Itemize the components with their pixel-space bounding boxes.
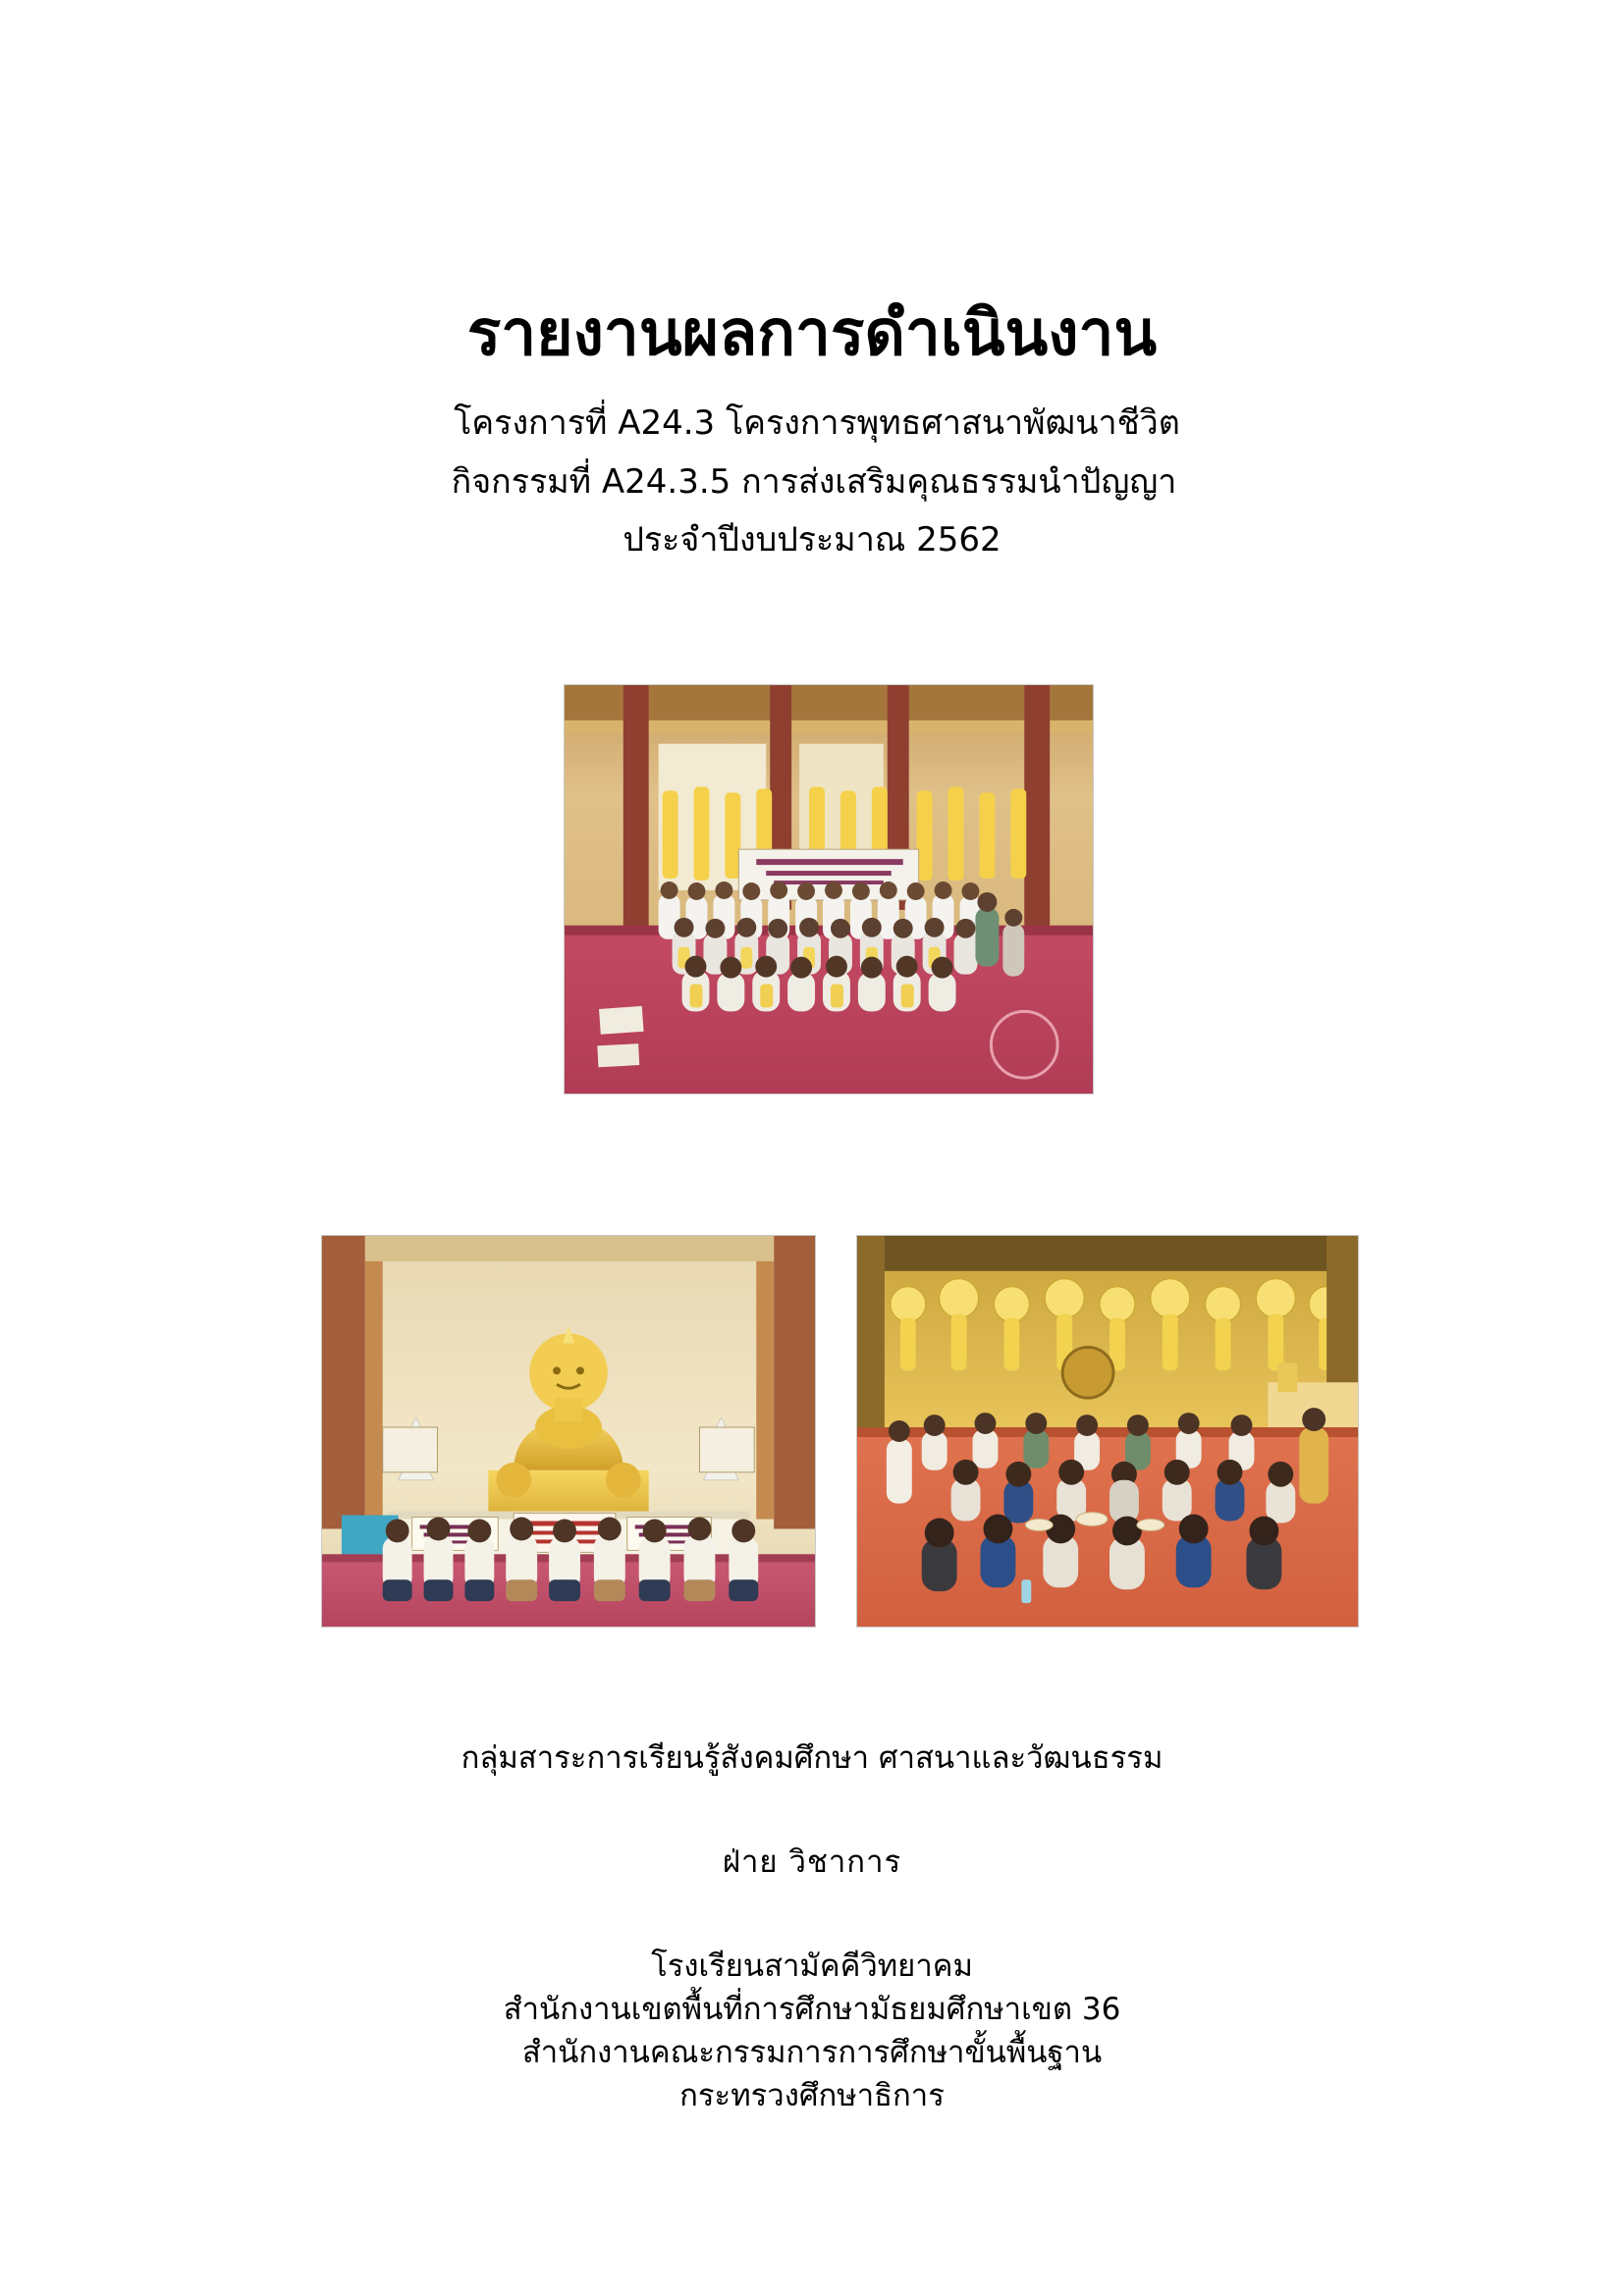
department-line: กลุ่มสาระการเรียนรู้สังคมศึกษา ศาสนาและวัฒนธรรม (460, 1740, 1164, 1776)
ceremony-photo-buddha-statue (321, 1235, 816, 1628)
ministry: กระทรวงศึกษาธิการ (679, 2078, 945, 2114)
page-title: รายงานผลการดำเนินงาน (466, 297, 1158, 370)
school-name: โรงเรียนสามัคคีวิทยาคม (651, 1949, 973, 1984)
activity-photo-graphic (857, 1236, 1358, 1627)
activity-photo-group-seated-circle (856, 1235, 1359, 1628)
activity-line: กิจกรรมที่ A24.3.5 การส่งเสริมคุณธรรมนำปัญญา (451, 461, 1177, 502)
service-area-office: สำนักงานเขตพื้นที่การศึกษามัธยมศึกษาเขต 36 (503, 1992, 1121, 2028)
project-line: โครงการที่ A24.3 โครงการพุทธศาสนาพัฒนาชีวิต (454, 403, 1180, 443)
ceremony-photo-graphic (322, 1236, 815, 1627)
division-line: ฝ่าย วิชาการ (722, 1844, 902, 1880)
school-lines (0, 1945, 1624, 2117)
fiscal-year-line: ประจำปีงบประมาณ 2562 (623, 520, 1001, 560)
footer-block (0, 1733, 1624, 2117)
obec-office: สำนักงานคณะกรรมการการศึกษาขั้นพื้นฐาน (521, 2035, 1103, 2071)
title-block (0, 294, 1624, 570)
group-photo-in-temple-hall (564, 684, 1094, 1095)
group-photo-graphic (565, 685, 1093, 1094)
